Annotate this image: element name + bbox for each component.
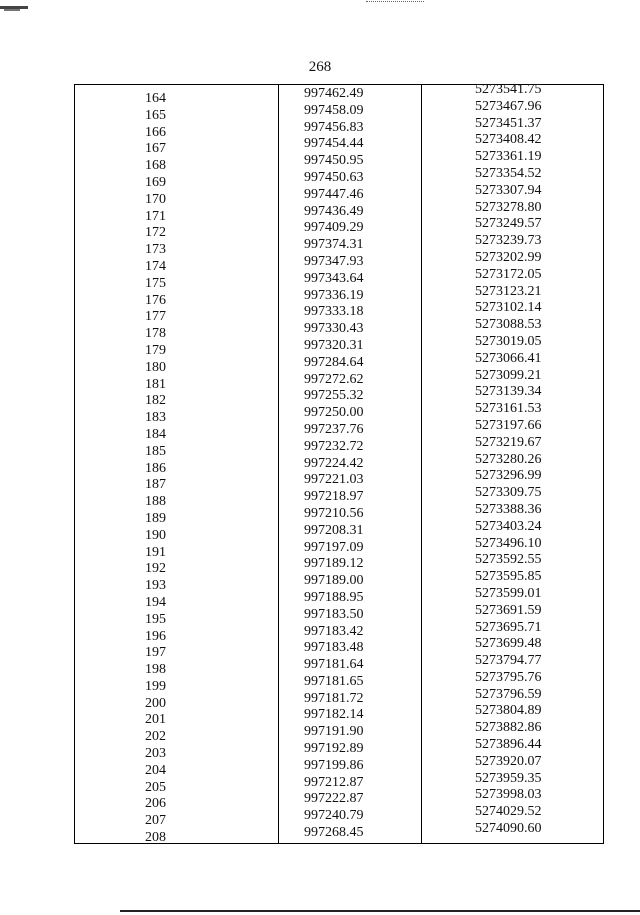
point-number-cell: 173 [145,242,166,258]
y-coordinate-cell: 5273699.48 [475,636,542,652]
point-number-cell: 205 [145,779,166,795]
point-number-cell: 198 [145,662,166,678]
point-number-cell: 203 [145,746,166,762]
x-coordinate-cell: 997189.12 [304,556,364,572]
point-number-cell: 199 [145,678,166,694]
point-number-cell: 184 [145,426,166,442]
point-number-cell: 189 [145,510,166,526]
point-number-cell: 177 [145,309,166,325]
point-number-cell: 192 [145,561,166,577]
point-number-cell: 186 [145,460,166,476]
x-coordinate-cell: 997222.87 [304,791,364,807]
x-coordinate-cell: 997183.42 [304,623,364,639]
y-coordinate-cell: 5273354.52 [475,165,542,181]
point-number-cell: 171 [145,208,166,224]
y-coordinate-cell: 5273998.03 [475,787,542,803]
y-coordinate-cell: 5274090.60 [475,821,542,837]
y-coordinate-cell: 5273278.80 [475,199,542,215]
point-number-cell: 183 [145,410,166,426]
point-number-cell: 197 [145,645,166,661]
scan-artifact-mark [0,6,28,9]
x-coordinate-cell: 997192.89 [304,741,364,757]
y-coordinate-cell: 5273307.94 [475,182,542,198]
y-coordinate-cell: 5273099.21 [475,367,542,383]
point-number-cell: 204 [145,762,166,778]
x-coordinate-cell: 997212.87 [304,774,364,790]
y-coordinate-cell: 5273102.14 [475,300,542,316]
point-number-cell: 168 [145,158,166,174]
point-number-cell: 169 [145,174,166,190]
x-coordinate-cell: 997208.31 [304,522,364,538]
point-number-cell: 193 [145,578,166,594]
x-coordinate-cell: 997221.03 [304,472,364,488]
y-coordinate-cell: 5273896.44 [475,737,542,753]
y-coordinate-cell: 5273595.85 [475,569,542,585]
point-number-cell: 166 [145,124,166,140]
y-coordinate-cell: 5273280.26 [475,451,542,467]
point-number-cell: 202 [145,729,166,745]
x-coordinate-cell: 997240.79 [304,808,364,824]
y-coordinate-cell: 5273695.71 [475,619,542,635]
point-number-cell: 201 [145,712,166,728]
point-number-cell: 182 [145,393,166,409]
y-coordinate-cell: 5273066.41 [475,350,542,366]
y-coordinate-cell: 5273202.99 [475,249,542,265]
y-coordinate-cell: 5273403.24 [475,518,542,534]
y-coordinate-cell: 5273361.19 [475,149,542,165]
point-number-cell: 180 [145,359,166,375]
y-coordinate-cell: 5274029.52 [475,804,542,820]
y-coordinate-cell: 5273161.53 [475,401,542,417]
x-coordinate-cell: 997272.62 [304,371,364,387]
x-coordinate-cell: 997320.31 [304,337,364,353]
point-number-cell: 196 [145,628,166,644]
scan-artifact-dots [366,1,424,3]
point-number-cell: 172 [145,225,166,241]
y-coordinate-cell: 5273467.96 [475,98,542,114]
page-number: 268 [308,59,332,75]
x-coordinate-cell: 997250.00 [304,405,364,421]
point-number-cell: 174 [145,258,166,274]
point-number-cell: 181 [145,376,166,392]
point-number-cell: 175 [145,275,166,291]
y-coordinate-cell: 5273541.75 [475,82,542,97]
x-coordinate-cell: 997224.42 [304,455,364,471]
x-coordinate-cell: 997268.45 [304,825,364,841]
y-coordinate-cell: 5273451.37 [475,115,542,131]
y-coordinate-cell: 5273249.57 [475,216,542,232]
y-coordinate-cell: 5273959.35 [475,770,542,786]
y-coordinate-cell: 5273019.05 [475,333,542,349]
y-coordinate-cell: 5273794.77 [475,653,542,669]
y-coordinate-cell: 5273599.01 [475,585,542,601]
y-coordinate-cell: 5273296.99 [475,468,542,484]
y-coordinate-cell: 5273309.75 [475,485,542,501]
y-coordinate-cell: 5273219.67 [475,434,542,450]
x-coordinate-cell: 997255.32 [304,388,364,404]
x-coordinate-cell: 997330.43 [304,321,364,337]
point-number-cell: 178 [145,326,166,342]
y-coordinate-cell: 5273172.05 [475,266,542,282]
point-number-cell: 187 [145,477,166,493]
y-coordinate-cell: 5273139.34 [475,384,542,400]
y-coordinate-cell: 5273239.73 [475,233,542,249]
x-coordinate-cell: 997188.95 [304,589,364,605]
x-coordinate-cell: 997191.90 [304,724,364,740]
point-number-cell: 179 [145,342,166,358]
x-coordinate-cell: 997182.14 [304,707,364,723]
x-coordinate-cell: 997232.72 [304,438,364,454]
point-number-cell: 194 [145,594,166,610]
point-number-cell: 176 [145,292,166,308]
y-coordinate-cell: 5273795.76 [475,669,542,685]
point-number-cell: 165 [145,107,166,123]
y-coordinate-cell: 5273123.21 [475,283,542,299]
point-number-cell: 208 [145,830,166,846]
y-coordinate-cell: 5273920.07 [475,753,542,769]
x-coordinate-cell: 997183.48 [304,640,364,656]
y-coordinate-cell: 5273496.10 [475,535,542,551]
x-coordinate-cell: 997210.56 [304,505,364,521]
y-coordinate-cell: 5273592.55 [475,552,542,568]
x-coordinate-cell: 997199.86 [304,757,364,773]
x-coordinate-cell: 997181.72 [304,690,364,706]
y-coordinate-cell: 5273088.53 [475,317,542,333]
x-coordinate-cell: 997462.49 [304,86,364,101]
y-coordinate-cell: 5273796.59 [475,686,542,702]
coordinate-table [74,84,604,844]
x-coordinate-cell: 997189.00 [304,573,364,589]
point-number-cell: 200 [145,695,166,711]
y-coordinate-cell: 5273408.42 [475,132,542,148]
x-coordinate-cell: 997181.65 [304,673,364,689]
point-number-cell: 191 [145,544,166,560]
x-coordinate-cell: 997454.44 [304,136,364,152]
x-coordinate-cell: 997181.64 [304,657,364,673]
point-number-cell: 188 [145,494,166,510]
point-number-cell: 167 [145,141,166,157]
x-coordinate-cell: 997447.46 [304,186,364,202]
y-coordinate-cell: 5273197.66 [475,417,542,433]
scan-artifact-line [120,910,640,912]
x-coordinate-cell: 997450.63 [304,169,364,185]
point-number-cell: 170 [145,191,166,207]
point-number-cell: 207 [145,813,166,829]
point-number-cell: 206 [145,796,166,812]
point-number-cell: 195 [145,611,166,627]
x-coordinate-cell: 997333.18 [304,304,364,320]
y-coordinate-cell: 5273804.89 [475,703,542,719]
x-coordinate-cell: 997458.09 [304,102,364,118]
x-coordinate-cell: 997347.93 [304,253,364,269]
y-coordinate-cell: 5273882.86 [475,720,542,736]
x-coordinate-cell: 997183.50 [304,606,364,622]
table-rows [75,82,603,846]
x-coordinate-cell: 997336.19 [304,287,364,303]
x-coordinate-cell: 997284.64 [304,354,364,370]
y-coordinate-cell: 5273388.36 [475,501,542,517]
point-number-cell: 185 [145,443,166,459]
point-number-cell: 190 [145,527,166,543]
x-coordinate-cell: 997450.95 [304,153,364,169]
x-coordinate-cell: 997197.09 [304,539,364,555]
point-number-cell: 164 [145,91,166,106]
y-coordinate-cell: 5273691.59 [475,602,542,618]
x-coordinate-cell: 997374.31 [304,237,364,253]
x-coordinate-cell: 997237.76 [304,421,364,437]
x-coordinate-cell: 997343.64 [304,270,364,286]
x-coordinate-cell: 997218.97 [304,489,364,505]
x-coordinate-cell: 997456.83 [304,119,364,135]
x-coordinate-cell: 997409.29 [304,220,364,236]
x-coordinate-cell: 997436.49 [304,203,364,219]
